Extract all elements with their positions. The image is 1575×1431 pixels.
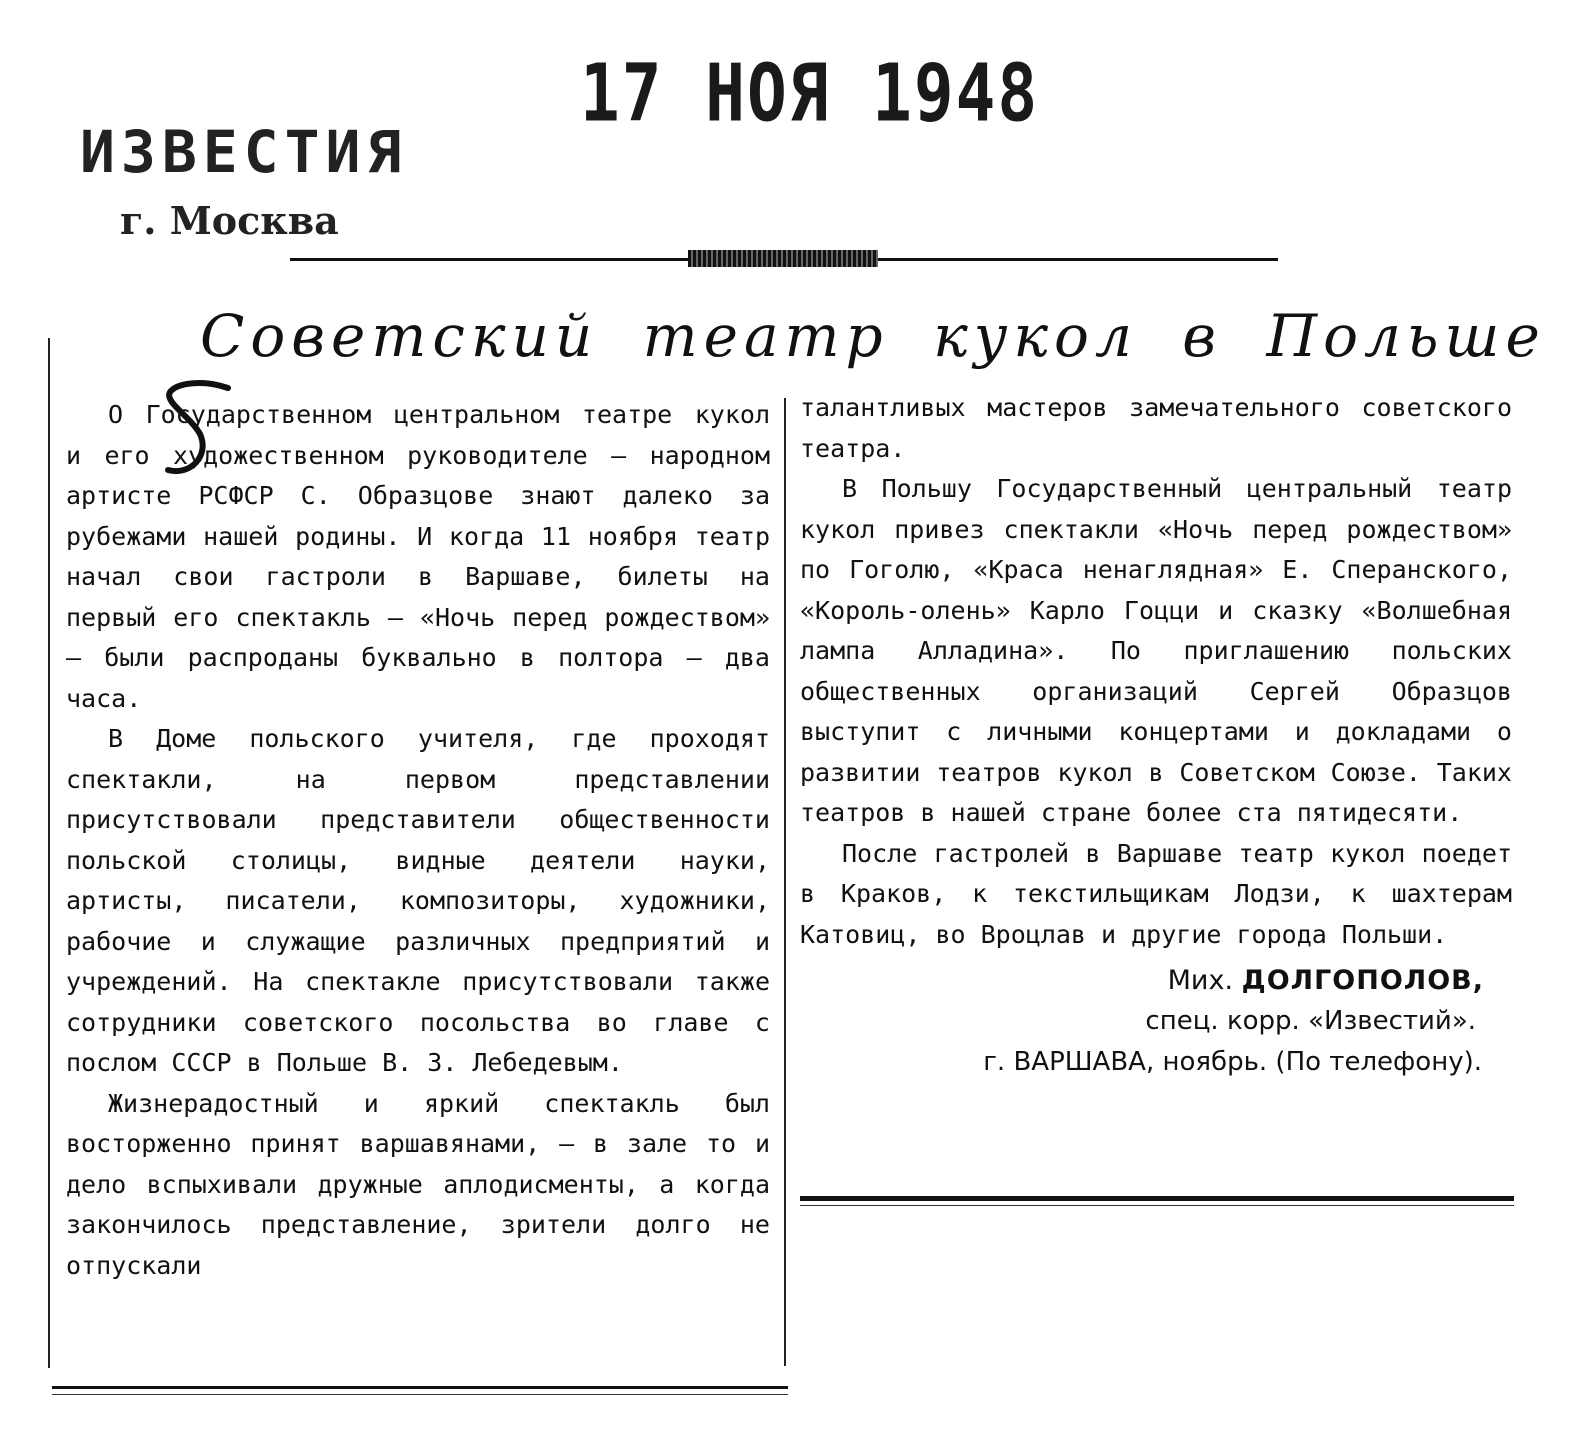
article-end-rule — [800, 1196, 1514, 1201]
city-stamp: г. Москва — [120, 198, 339, 243]
bottom-rule — [52, 1386, 788, 1389]
top-rule-ornament — [688, 250, 878, 267]
article-headline: Советский театр кукол в Польше — [200, 302, 1546, 370]
author-first-name: Мих. — [1167, 965, 1234, 996]
paragraph: О Государственном центральном театре кукол и его художественном руководителе — народном артисте РСФСР С. Образцове знают далеко за рубежами нашей родины. И когда 11 ноября театр начал свои гастроли в Варшаве, билеты на первый его спектакль — «Ночь перед рождеством» — были распроданы буквально в полтора — два часа. — [66, 400, 770, 713]
author-name — [800, 961, 1512, 1001]
byline — [800, 961, 1512, 1083]
column-divider — [784, 398, 786, 1366]
paragraph: талантливых мастеров замечательного советского театра. — [800, 393, 1512, 463]
right-column — [800, 388, 1512, 1083]
left-margin-line — [48, 338, 50, 1368]
author-role: спец. корр. «Известий». — [1145, 1006, 1476, 1036]
left-column — [66, 395, 770, 1286]
bottom-rule-thin — [52, 1394, 788, 1395]
paragraph: Жизнерадостный и яркий спектакль был восторженно принят варшавянами, — в зале то и дело вспыхивали дружные аплодисменты, а когда закончилось представление, зрители долго не отпускали — [66, 1088, 770, 1280]
paragraph: В Доме польского учителя, где проходят спектакли, на первом представлении присутствовали представители общественности польской столицы, видные деятели науки, артисты, писатели, композиторы, художники, рабочие и служащие различных предприятий и учреждений. На спектакле присутствовали также сотрудники советского посольства во главе с послом СССР в Польше В. З. Лебедевым. — [66, 724, 770, 1077]
newspaper-name-stamp: ИЗВЕСТИЯ — [80, 118, 408, 186]
article-end-rule-thin — [800, 1205, 1514, 1206]
dateline: г. ВАРШАВА, ноябрь. (По телефону). — [983, 1047, 1482, 1077]
paragraph: В Польшу Государственный центральный театр кукол привез спектакли «Ночь перед рождеством» по Гоголю, «Краса ненаглядная» Е. Сперанского, «Король-олень» Карло Гоцци и сказку «Волшебная лампа Алладина». По приглашению польских общественных организаций Сергей Образцов выступит с личными концертами и докладами о развитии театров кукол в Советском Союзе. Таких театров в нашей стране более ста пятидесяти. — [800, 474, 1512, 827]
author-last-name: ДОЛГОПОЛОВ, — [1241, 965, 1484, 996]
paragraph: После гастролей в Варшаве театр кукол поедет в Краков, к текстильщикам Лодзи, к шахтерам Катовиц, во Вроцлав и другие города Польши. — [800, 838, 1512, 949]
date-stamp: 17 НОЯ 1948 — [580, 47, 1040, 140]
